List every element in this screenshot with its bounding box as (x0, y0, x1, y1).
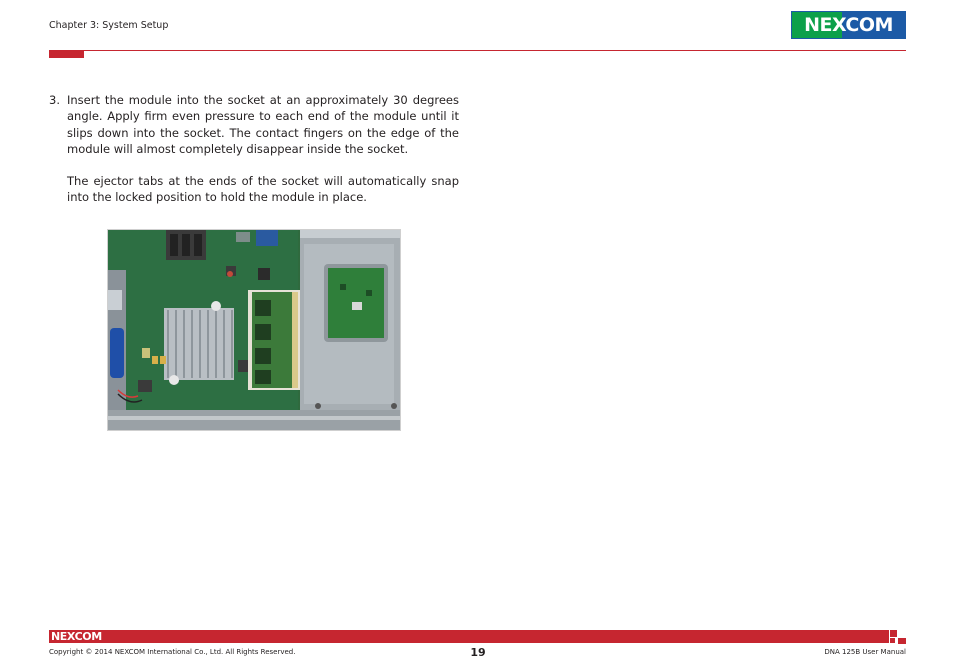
chapter-title: Chapter 3: System Setup (49, 20, 169, 31)
footer-square-1 (890, 630, 897, 637)
footer-nexcom-logo: NEXCOM (51, 630, 102, 643)
header-divider (49, 50, 906, 51)
manual-title: DNA 125B User Manual (824, 648, 906, 656)
nexcom-logo-text: NEXCOM (804, 14, 893, 36)
motherboard-photo (107, 229, 401, 431)
page-number: 19 (470, 646, 486, 659)
footer-bar (49, 630, 889, 643)
step-paragraph-2: The ejector tabs at the ends of the socket will automatically snap into the locked position to hold the module in place. (67, 174, 459, 205)
copyright-text: Copyright © 2014 NEXCOM International Co., Ltd. All Rights Reserved. (49, 648, 296, 656)
footer-square-2 (898, 638, 906, 644)
step-number: 3. (49, 93, 60, 107)
step-paragraph-1: Insert the module into the socket at an approximately 30 degrees angle. Apply firm even pressure to each end of the module until it slips down into the socket. The contact fingers on the edge of the module will almost completely disappear inside the socket. (67, 93, 459, 157)
header-accent-block (49, 50, 84, 58)
footer-square-3 (890, 638, 895, 643)
